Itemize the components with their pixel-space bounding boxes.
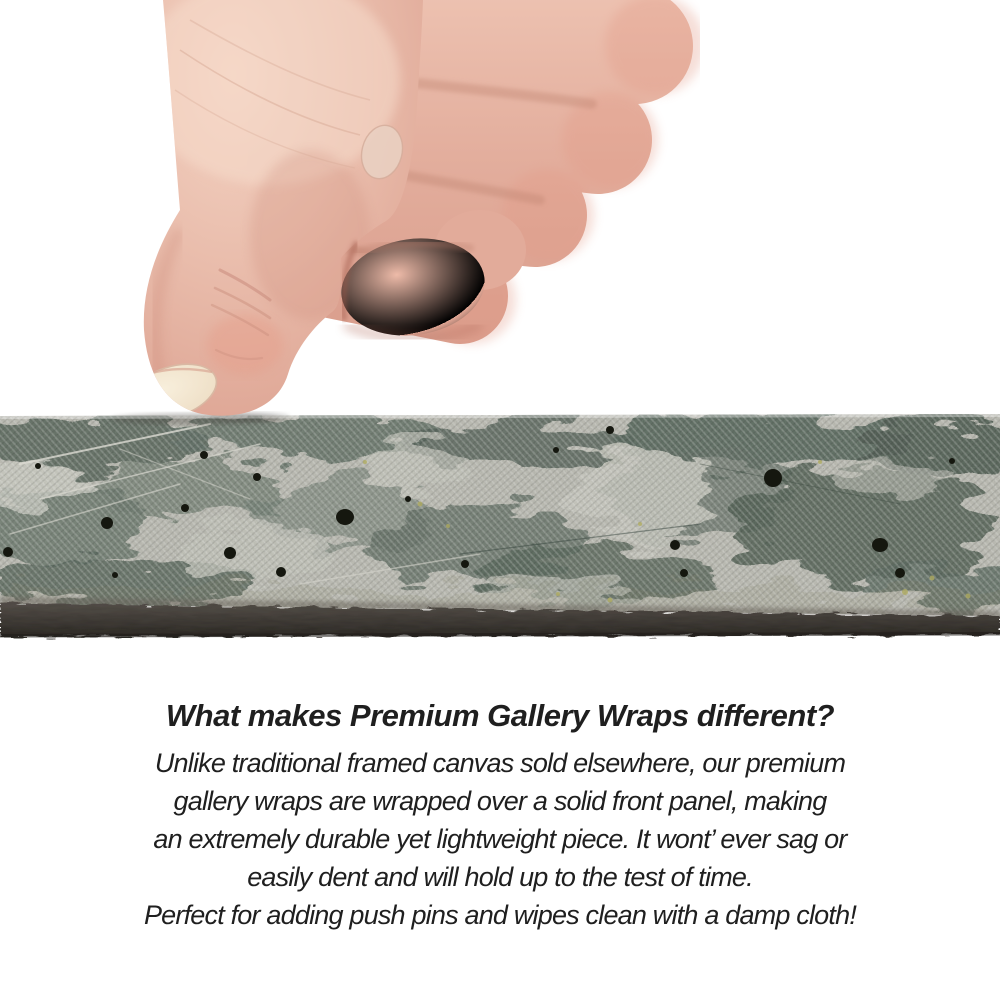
canvas-weave (0, 412, 1000, 618)
headline: What makes Premium Gallery Wraps different? (165, 698, 835, 733)
hand-pressing-thumb-photo (120, 0, 700, 420)
body-line: gallery wraps are wrapped over a solid front panel, making (173, 786, 827, 816)
body-line: Perfect for adding push pins and wipes clean with a damp cloth! (143, 900, 857, 930)
canvas-edge-photo (0, 404, 1000, 650)
body-line: an extremely durable yet lightweight piece. It wont’ ever sag or (153, 824, 847, 854)
body-line: Unlike traditional framed canvas sold elsewhere, our premium (154, 748, 846, 778)
copy-block (0, 698, 1000, 934)
body-line: easily dent and will hold up to the test of time. (247, 862, 753, 892)
